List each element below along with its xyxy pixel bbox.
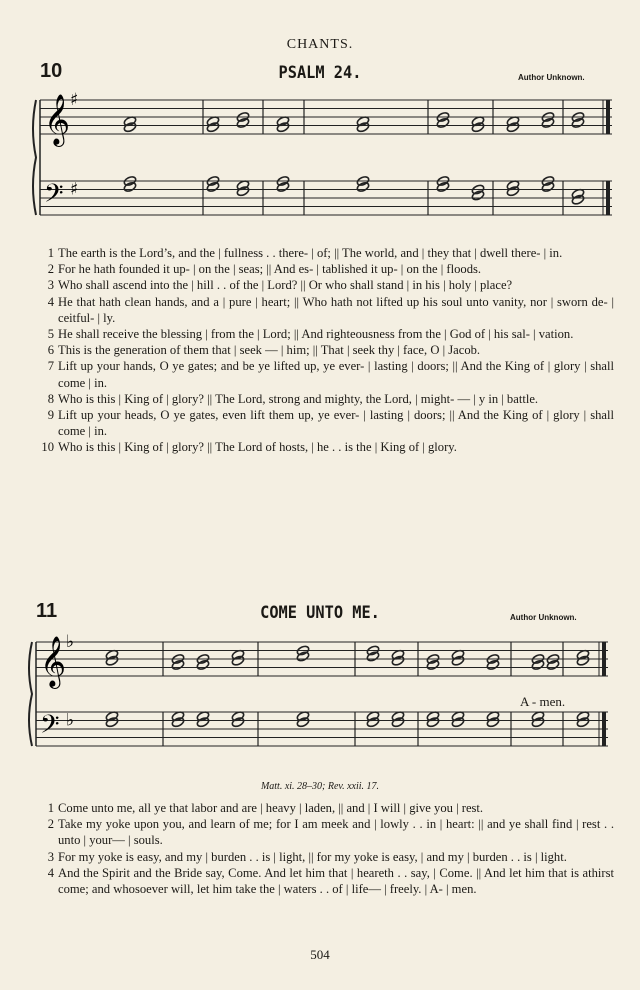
treble-clef-icon: 𝄞 <box>44 94 71 145</box>
verse-number: 5 <box>47 327 54 342</box>
key-signature-icon: ♯ <box>70 179 79 200</box>
verse-number: 6 <box>47 343 54 358</box>
verse <box>34 407 614 439</box>
verse-text: Lift up your heads, O ye gates, even lift them up, ye ever- | lasting | doors; || And the King of | glory | shall come | in. <box>58 408 614 439</box>
amen-lyric: A - men. <box>520 694 566 709</box>
verse-number: 2 <box>47 262 54 277</box>
verse-number: 1 <box>47 246 54 260</box>
verse-text: Who shall ascend into the | hill . . of the | Lord? || Or who shall stand | in his | holy | place? <box>58 278 513 293</box>
hymn-number: 11 <box>36 600 58 622</box>
scripture-reference: Matt. xi. 28–30; Rev. xxii. 17. <box>260 781 380 792</box>
verse <box>34 865 614 897</box>
verse-number: 1 <box>47 801 54 815</box>
verse <box>34 849 614 865</box>
verse-number: 4 <box>47 294 54 309</box>
verse-text: This is the generation of them that | seek — | him; || That | seek thy | face, O | Jacob. <box>58 343 481 358</box>
verse-number: 8 <box>47 391 54 406</box>
verse <box>34 816 614 848</box>
verse <box>34 326 614 342</box>
verse-text: The earth is the Lord’s, and the | fullness . . there- | of; || The world, and | they that | dwell there- | in. <box>58 246 563 260</box>
verse-text: Who is this | King of | glory? || The Lord, strong and mighty, the Lord, | might- — | y in | battle. <box>58 391 539 406</box>
brace <box>33 100 36 215</box>
verse-text: For my yoke is easy, and my | burden . . is | light, || for my yoke is easy, | and my | burden . . is | light. <box>58 849 567 864</box>
verse-number: 2 <box>47 817 54 832</box>
hymn-title: PSALM 24. <box>278 63 362 83</box>
verse-number: 3 <box>47 278 54 293</box>
verse-number: 7 <box>47 359 54 374</box>
key-signature-icon: ♯ <box>70 90 79 111</box>
verse-text: Who is this | King of | glory? || The Lord of hosts, | he . . is the | King of | glory. <box>58 440 457 455</box>
verse <box>34 800 614 816</box>
key-signature-icon: ♭ <box>66 710 75 731</box>
verse <box>34 391 614 407</box>
verse-number: 3 <box>47 849 54 864</box>
brace <box>29 642 32 746</box>
verse-text: And the Spirit and the Bride say, Come. And let him that | heareth . . say, | Come. || And let him that is athirst come; and whosoever will, let him take the | waters . . of | life— | freely. | A- | men. <box>58 865 614 897</box>
bass-clef-icon: 𝄢 <box>44 179 64 215</box>
verse-number: 10 <box>41 440 54 455</box>
key-signature-icon: ♭ <box>66 632 75 653</box>
bass-clef-icon: 𝄢 <box>40 710 60 746</box>
verse-list <box>34 245 614 456</box>
hymn-title: COME UNTO ME. <box>260 603 380 623</box>
verse <box>34 261 614 277</box>
verse-text: He that hath clean hands, and a | pure | heart; || Who hath not lifted up his soul unto vanity, nor | sworn de- | ceitful- | ly. <box>58 294 614 325</box>
verse-number: 4 <box>47 865 54 880</box>
verse <box>34 439 614 455</box>
hymn-number: 10 <box>40 60 63 82</box>
verse-list <box>34 800 614 897</box>
verse <box>34 277 614 293</box>
verse <box>34 245 614 261</box>
verse <box>34 342 614 358</box>
verse-text: For he hath founded it up- | on the | seas; || And es- | tablished it up- | on the | floods. <box>58 262 482 277</box>
verse-text: Lift up your hands, O ye gates; and be ye lifted up, ye ever- | lasting | doors; || And the King of | glory | shall come | in. <box>58 359 614 390</box>
verse-text: He shall receive the blessing | from the | Lord; || And righteousness from the | God of | his sal- | vation. <box>58 327 574 342</box>
running-header: CHANTS. <box>286 37 354 52</box>
verse-number: 9 <box>47 408 54 423</box>
hymn-author: Author Unknown. <box>518 73 585 82</box>
hymn-author: Author Unknown. <box>510 613 577 622</box>
verse <box>34 358 614 390</box>
verse <box>34 294 614 326</box>
treble-clef-icon: 𝄞 <box>40 636 67 687</box>
verse-text: Take my yoke upon you, and learn of me; for I am meek and | lowly . . in | heart: || and ye shall find | rest . . unto | your— | souls. <box>58 817 614 848</box>
verse-text: Come unto me, all ye that labor and are | heavy | laden, || and | I will | give you | rest. <box>58 801 484 815</box>
page-number: 504 <box>310 947 330 962</box>
